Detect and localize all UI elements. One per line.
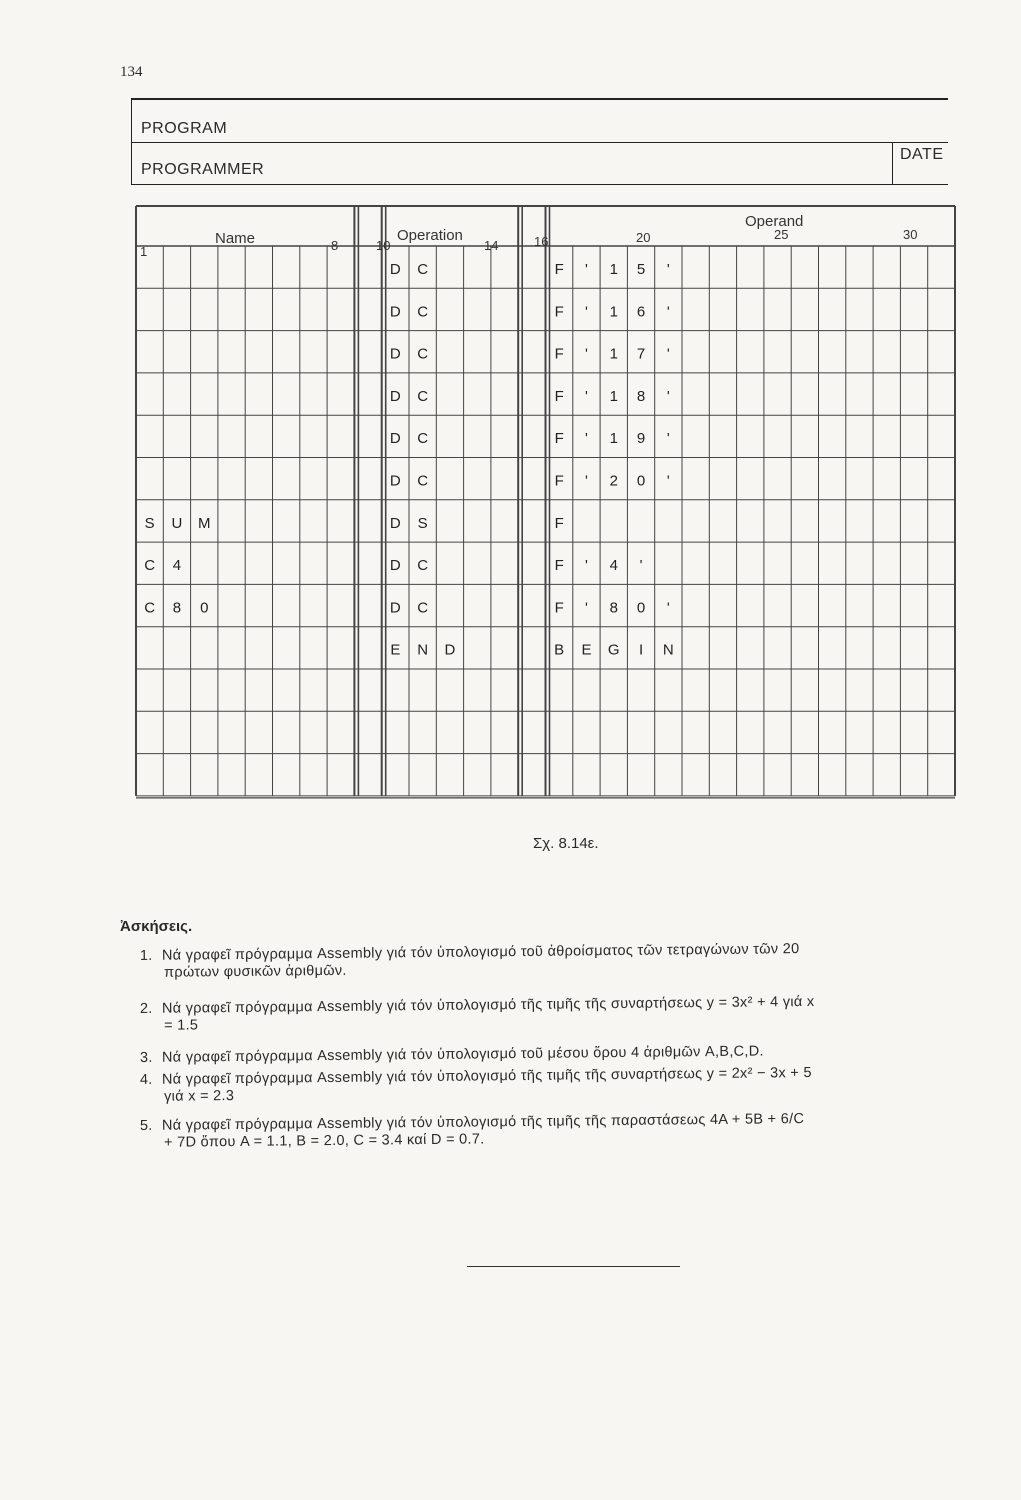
col-label-10: 10 (376, 238, 391, 253)
form-cell-char: D (389, 303, 401, 321)
form-cell-char: ' (585, 261, 588, 278)
form-cell-char: C (417, 472, 429, 490)
form-cell-char: 8 (609, 599, 618, 617)
form-cell-char: S (144, 514, 155, 532)
form-cell-char: U (171, 514, 183, 532)
form-cell-char: 9 (636, 430, 646, 448)
form-cell-char: C (417, 303, 429, 321)
form-cell-char: C (144, 557, 156, 575)
date-label: DATE (900, 146, 944, 163)
form-cell-char: 8 (636, 387, 646, 405)
form-cell-char: 7 (636, 345, 646, 363)
form-cell-char: ' (585, 599, 588, 617)
form-cell-char: F (554, 472, 564, 490)
form-cell-char: M (198, 514, 211, 532)
page-number: 134 (120, 64, 143, 80)
form-cell-char: ' (666, 387, 670, 405)
figure-caption: Σχ. 8.14ε. (533, 835, 599, 852)
col-label-8: 8 (331, 238, 339, 253)
form-cell-char: E (390, 641, 401, 659)
exercises-heading: Ἀσκήσεις. (120, 918, 193, 935)
name-header: Name (215, 230, 256, 247)
form-cell-char: B (554, 641, 565, 659)
form-cell-char: N (417, 641, 429, 659)
form-cell-char: C (144, 599, 156, 617)
form-cell-char: 1 (609, 430, 618, 448)
col-label-25: 25 (774, 227, 789, 242)
end-rule (467, 1266, 680, 1267)
form-cell-char: C (417, 261, 429, 278)
form-cell-char: 1 (609, 261, 618, 278)
form-cell-char: D (389, 345, 401, 363)
form-cell-char: D (389, 472, 401, 490)
form-cell-char: F (554, 387, 564, 405)
form-cell-char: 1 (609, 303, 618, 321)
form-cell-char: ' (666, 261, 670, 278)
form-cell-char: 8 (172, 599, 182, 617)
form-cell-char: 0 (200, 599, 209, 617)
form-cell-char: ' (585, 557, 588, 575)
exercise-item: 4. Νά γραφεῖ πρόγραμμα Assembly γιά τόν ὑπολογισμό τῆς τιμῆς τῆς συναρτήσεως y = 2x² − 3x + 5 γιά x = 2.3 (139, 1064, 812, 1105)
form-cell-char: D (389, 430, 401, 448)
form-cell-char: S (417, 514, 428, 532)
col-label-20: 20 (636, 230, 651, 245)
form-cell-char: ' (639, 557, 643, 575)
form-cell-char: 5 (636, 261, 646, 278)
form-cell-char: ' (666, 345, 670, 363)
form-cell-char: ' (666, 303, 670, 321)
form-cell-char: 2 (609, 472, 618, 490)
form-cell-char: F (554, 430, 564, 448)
form-cell-char: 4 (172, 557, 182, 575)
operand-header: Operand (745, 213, 804, 230)
form-cell-char: 0 (636, 599, 646, 617)
form-cell-char: C (417, 345, 429, 363)
form-cell-char: D (444, 641, 456, 659)
form-cell-char: D (389, 261, 401, 278)
form-cell-char: ' (585, 472, 588, 490)
form-cell-char: ' (585, 345, 588, 363)
form-cell-char: ' (585, 430, 588, 448)
program-label: PROGRAM (141, 120, 228, 137)
form-cell-char: C (417, 599, 429, 617)
form-cell-char: 1 (609, 387, 618, 405)
col-label-14: 14 (484, 238, 499, 253)
col-label-16: 16 (534, 234, 549, 249)
form-cell-char: 1 (609, 345, 618, 363)
form-cell-char: ' (666, 472, 670, 490)
form-cell-char: N (662, 641, 674, 659)
form-cell-char: C (417, 430, 429, 448)
form-cell-char: 6 (636, 303, 646, 321)
form-cell-char: F (554, 557, 564, 575)
form-cell-char: D (389, 599, 401, 617)
form-cell-char: C (417, 557, 429, 575)
col-label-1: 1 (140, 244, 148, 259)
form-cell-char: C (417, 387, 429, 405)
form-cell-char: F (554, 599, 564, 617)
form-cell-char: ' (666, 599, 670, 617)
form-cell-char: ' (585, 303, 588, 321)
exercise-item: 2. Νά γραφεῖ πρόγραμμα Assembly γιά τόν ὑπολογισμό τῆς τιμῆς τῆς συναρτήσεως y = 3x² + 4 γιά x = 1.5 (139, 993, 815, 1034)
exercise-item: 3. Νά γραφεῖ πρόγραμμα Assembly γιά τόν ὑπολογισμό τοῦ μέσου ὅρου 4 ἀριθμῶν A,B,C,D. (139, 1043, 764, 1066)
exercise-item: 5. Νά γραφεῖ πρόγραμμα Assembly γιά τόν ὑπολογισμό τῆς τιμῆς τῆς παραστάσεως 4A + 5B + 6/C + 7D ὅπου A = 1.1, B = 2.0, C = 3.4 καί D = 0.7. (139, 1111, 805, 1151)
form-cell-char: F (554, 345, 564, 363)
form-cell-char: F (554, 514, 564, 532)
form-cell-char: 0 (636, 472, 646, 490)
form-cell-char: F (554, 261, 564, 278)
operation-header: Operation (397, 227, 463, 244)
form-cell-char: D (389, 557, 401, 575)
exercise-item: 1. Νά γραφεῖ πρόγραμμα Assembly γιά τόν ὑπολογισμό τοῦ ἀθροίσματος τῶν τετραγώνων τῶν 20 πρώτων φυσικῶν ἀριθμῶν. (139, 941, 800, 981)
form-cell-char: G (607, 641, 620, 659)
programmer-label: PROGRAMMER (141, 161, 265, 178)
form-cell-char: ' (585, 387, 588, 405)
col-label-30: 30 (903, 227, 918, 242)
form-cell-char: ' (666, 430, 670, 448)
form-cell-char: D (389, 387, 401, 405)
form-cell-char: F (554, 303, 564, 321)
form-cell-char: I (638, 641, 644, 659)
form-cell-char: 4 (609, 557, 618, 575)
form-cell-char: E (581, 641, 592, 659)
form-cell-char: D (389, 514, 401, 532)
